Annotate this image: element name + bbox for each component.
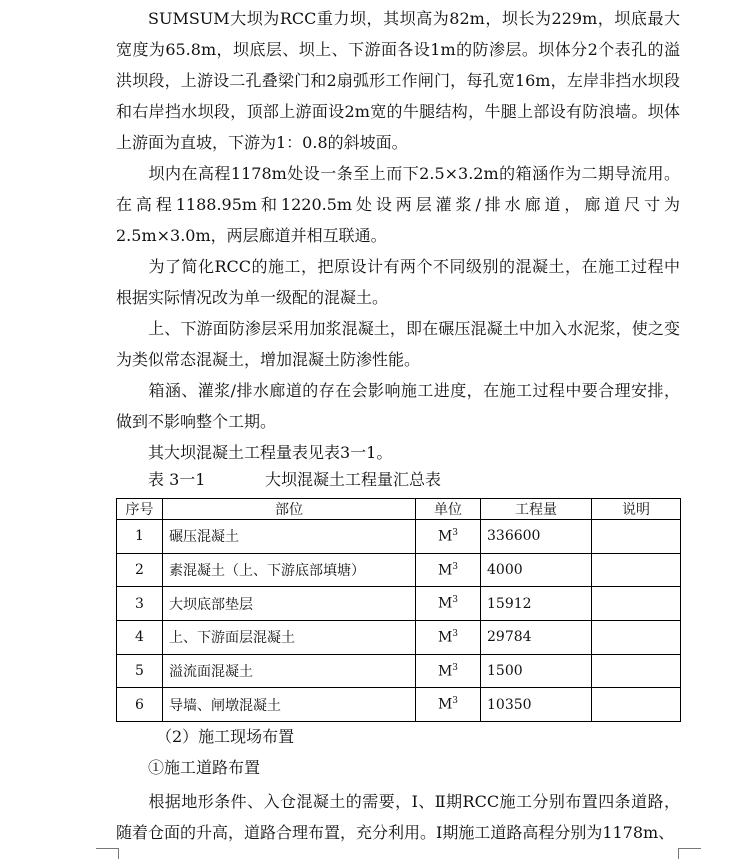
cell-unit: [416, 654, 481, 688]
table-row: [117, 520, 681, 554]
cell-qty: 4000: [481, 553, 592, 587]
cell-part: 素混凝土（上、下游底部填塘）: [163, 553, 416, 587]
header-no: 序号: [117, 499, 163, 520]
cell-part: 导墙、闸墩混凝土: [163, 688, 416, 722]
table-row: [117, 553, 681, 587]
cell-unit: [416, 587, 481, 621]
table-row: [117, 654, 681, 688]
cell-note: [592, 587, 681, 621]
cell-unit: [416, 553, 481, 587]
unit-power: 3: [452, 696, 459, 707]
header-unit: 单位: [416, 499, 481, 520]
cell-no: 4: [117, 620, 163, 654]
cell-no: 1: [117, 520, 163, 554]
table-row: [117, 688, 681, 722]
cell-note: [592, 520, 681, 554]
unit-power: 3: [452, 528, 459, 538]
cell-no: 5: [117, 654, 163, 688]
table-row: [117, 587, 681, 621]
paragraph-table-reference-text: 其大坝混凝土工程量表见表3一1。: [148, 443, 393, 462]
cell-note: [592, 688, 681, 722]
cell-qty: 1500: [481, 654, 592, 688]
cell-note: [592, 654, 681, 688]
paragraph-concrete-grade: [116, 251, 680, 313]
paragraph-concrete-grade-text: 为了简化RCC的施工，把原设计有两个不同级别的混凝土，在施工过程中根据实际情况改为单一级配的混凝土。: [116, 257, 680, 307]
cell-no: 6: [117, 688, 163, 722]
cell-qty: 15912: [481, 587, 592, 621]
unit-base: M: [437, 663, 453, 680]
cell-note: [592, 553, 681, 587]
section-heading: （2）施工现场布置: [156, 727, 295, 746]
table-body: [117, 520, 681, 722]
cell-part: 大坝底部垫层: [163, 587, 416, 621]
unit-base: M: [437, 528, 453, 545]
paragraph-culvert: [116, 158, 680, 251]
paragraph-schedule: [116, 375, 680, 437]
unit-base: M: [437, 595, 453, 612]
unit-power: 3: [452, 662, 459, 673]
paragraph-seepage-layer-text: 上、下游面防渗层采用加浆混凝土，即在碾压混凝土中加入水泥浆，使之变为类似常态混凝土，增加混凝土防渗性能。: [116, 319, 680, 369]
concrete-quantity-table: [116, 498, 681, 722]
cell-unit: [416, 620, 481, 654]
unit-power: 3: [452, 595, 459, 606]
paragraph-dam-overview: [116, 3, 680, 158]
paragraph-road-layout: [116, 786, 680, 848]
cell-unit: [416, 520, 481, 554]
paragraph-table-reference: [116, 437, 680, 468]
corner-mark-right: [678, 848, 701, 859]
unit-power: 3: [452, 628, 459, 639]
subsection-heading: ①施工道路布置: [148, 758, 261, 777]
header-part: 部位: [163, 499, 416, 520]
cell-qty: 10350: [481, 688, 592, 722]
cell-part: 上、下游面层混凝土: [163, 620, 416, 654]
unit-base: M: [437, 629, 453, 646]
cell-qty: 336600: [481, 520, 592, 554]
cell-note: [592, 620, 681, 654]
paragraph-road-layout-text: 根据地形条件、入仓混凝土的需要，Ⅰ、Ⅱ期RCC施工分别布置四条道路，随着仓面的升高，道路合理布置，充分利用。Ⅰ期施工道路高程分别为1178m、: [116, 792, 680, 842]
unit-base: M: [437, 562, 453, 579]
corner-mark-left: [96, 848, 119, 859]
paragraph-culvert-text: 坝内在高程1178m处设一条至上而下2.5×3.2m的箱涵作为二期导流用。在高程1188.95m和1220.5m处设两层灌浆/排水廊道，廊道尺寸为2.5m×3.0m，两层廊道并相互联通。: [116, 164, 680, 245]
cell-no: 3: [117, 587, 163, 621]
paragraph-dam-overview-text: SUMSUM大坝为RCC重力坝，其坝高为82m，坝长为229m，坝底最大宽度为65.8m，坝底层、坝上、下游面各设1m的防渗层。坝体分2个表孔的溢洪坝段，上游设二孔叠梁门和2扇弧形工作闸门，每孔宽16m，左岸非挡水坝段和右岸挡水坝段，顶部上游面设2m宽的牛腿结构，牛腿上部设有防浪墙。坝体上游面为直坡，下游为1：0.8的斜坡面。: [116, 9, 680, 152]
cell-part: 碾压混凝土: [163, 520, 416, 554]
cell-unit: [416, 688, 481, 722]
table-row: [117, 620, 681, 654]
header-note: 说明: [592, 499, 681, 520]
cell-part: 溢流面混凝土: [163, 654, 416, 688]
cell-qty: 29784: [481, 620, 592, 654]
cell-no: 2: [117, 553, 163, 587]
paragraph-schedule-text: 箱涵、灌浆/排水廊道的存在会影响施工进度，在施工过程中要合理安排，做到不影响整个工期。: [116, 381, 680, 431]
table-caption: [148, 468, 442, 492]
unit-base: M: [437, 696, 453, 713]
paragraph-seepage-layer: [116, 313, 680, 375]
table-header-row: [117, 499, 681, 520]
table-caption-number: 表 3一1: [148, 470, 206, 489]
unit-power: 3: [452, 561, 459, 572]
table-caption-title: 大坝混凝土工程量汇总表: [265, 470, 442, 489]
header-qty: 工程量: [481, 499, 592, 520]
